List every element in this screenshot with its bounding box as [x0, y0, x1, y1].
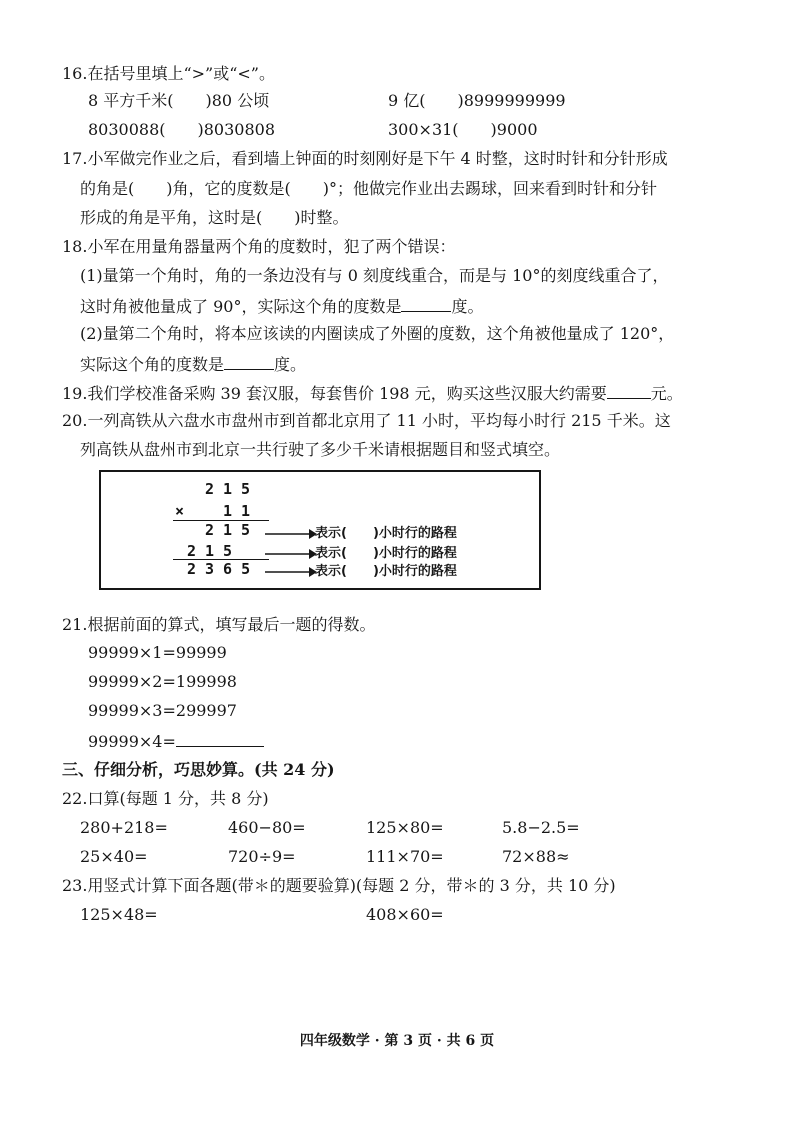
q22-r2-c2: 720÷9= — [228, 847, 296, 866]
multiplicand: 215 — [205, 480, 260, 498]
q21-line-4 — [88, 730, 264, 752]
q22-r1-c4: 5.8−2.5= — [502, 818, 580, 837]
q21-line-4-text: 99999×4= — [88, 732, 176, 751]
q22-title: 22.口算(每题 1 分，共 8 分) — [62, 789, 269, 808]
q19-answer-blank[interactable] — [607, 382, 651, 399]
q17-line-2: 的角是( )角，它的度数是( )°；他做完作业出去踢球，回来看到时针和分针 — [80, 179, 657, 198]
q21-line-1: 99999×1=99999 — [88, 643, 227, 662]
q23-item-1: 125×48= — [80, 905, 158, 924]
q19-text: 19.我们学校准备采购 39 套汉服，每套售价 198 元，购买这些汉服大约需要 — [62, 384, 607, 403]
q22-r2-c4: 72×88≈ — [502, 847, 570, 866]
q22-r1-c3: 125×80= — [366, 818, 444, 837]
q22-r1-c1: 280+218= — [80, 818, 168, 837]
row-label-3: 表示( )小时行的路程 — [315, 564, 457, 579]
q18-line-4: (2)量第二个角时，将本应该读的内圈读成了外圈的度数，这个角被他量成了 120°， — [80, 324, 675, 343]
q19-unit: 元。 — [650, 384, 683, 403]
q18-line-1: 18.小军在用量角器量两个角的度数时，犯了两个错误： — [62, 237, 456, 256]
q18-line-5 — [80, 353, 306, 375]
q21-title: 21.根据前面的算式，填写最后一题的得数。 — [62, 615, 376, 634]
arrow-icon — [265, 565, 317, 579]
q16-item-1: 8 平方千米( )80 公顷 — [88, 91, 270, 110]
q20-line-2: 列高铁从盘州市到北京一共行驶了多少千米请根据题目和竖式填空。 — [80, 440, 561, 459]
row-label-1: 表示( )小时行的路程 — [315, 526, 457, 541]
q18-line-3-unit: 度。 — [451, 297, 484, 316]
q23-item-2: 408×60= — [366, 905, 444, 924]
q16-item-2: 9 亿( )8999999999 — [388, 91, 566, 110]
arrow-icon — [265, 527, 317, 541]
q16-item-4: 300×31( )9000 — [388, 120, 538, 139]
final-product: 2365 — [187, 560, 260, 578]
q21-line-2: 99999×2=199998 — [88, 672, 237, 691]
arrow-icon — [265, 547, 317, 561]
q21-line-3: 99999×3=299997 — [88, 701, 237, 720]
q16-item-3: 8030088( )8030808 — [88, 120, 276, 139]
q18-line-3-text: 这时角被他量成了 90°，实际这个角的度数是 — [80, 297, 402, 316]
page-footer: 四年级数学 · 第 3 页 · 共 6 页 — [299, 1033, 495, 1049]
q18-answer-blank-1[interactable] — [401, 295, 451, 312]
q18-line-3 — [80, 295, 483, 317]
q17-line-3: 形成的角是平角，这时是( )时整。 — [80, 208, 349, 227]
row-label-2: 表示( )小时行的路程 — [315, 546, 457, 561]
partial-product-2: 215 — [187, 542, 242, 560]
q17-line-1: 17.小军做完作业之后，看到墙上钟面的时刻刚好是下午 4 时整，这时时针和分针形成 — [62, 149, 668, 168]
q19-line — [62, 382, 683, 404]
q21-answer-blank[interactable] — [176, 730, 264, 747]
q23-title: 23.用竖式计算下面各题(带＊的题要验算)(每题 2 分，带＊的 3 分，共 10 分) — [62, 876, 616, 895]
q18-answer-blank-2[interactable] — [224, 353, 274, 370]
q20-line-1: 20.一列高铁从六盘水市盘州市到首都北京用了 11 小时，平均每小时行 215 千米。这 — [62, 411, 671, 430]
q18-line-5-unit: 度。 — [274, 355, 307, 374]
partial-product-1: 215 — [205, 521, 260, 539]
q22-r2-c3: 111×70= — [366, 847, 444, 866]
q18-line-2: (1)量第一个角时，角的一条边没有与 0 刻度线重合，而是与 10°的刻度线重合了， — [80, 266, 669, 285]
q18-line-5-text: 实际这个角的度数是 — [80, 355, 225, 374]
section-3-heading: 三、仔细分析，巧思妙算。(共 24 分) — [62, 760, 335, 779]
q22-r2-c1: 25×40= — [80, 847, 148, 866]
multiply-sign: × — [175, 502, 194, 520]
vertical-calculation-box — [99, 470, 541, 590]
multiplier: 11 — [223, 502, 260, 520]
q22-r1-c2: 460−80= — [228, 818, 306, 837]
q16-title: 16.在括号里填上“>”或“<”。 — [62, 64, 275, 83]
